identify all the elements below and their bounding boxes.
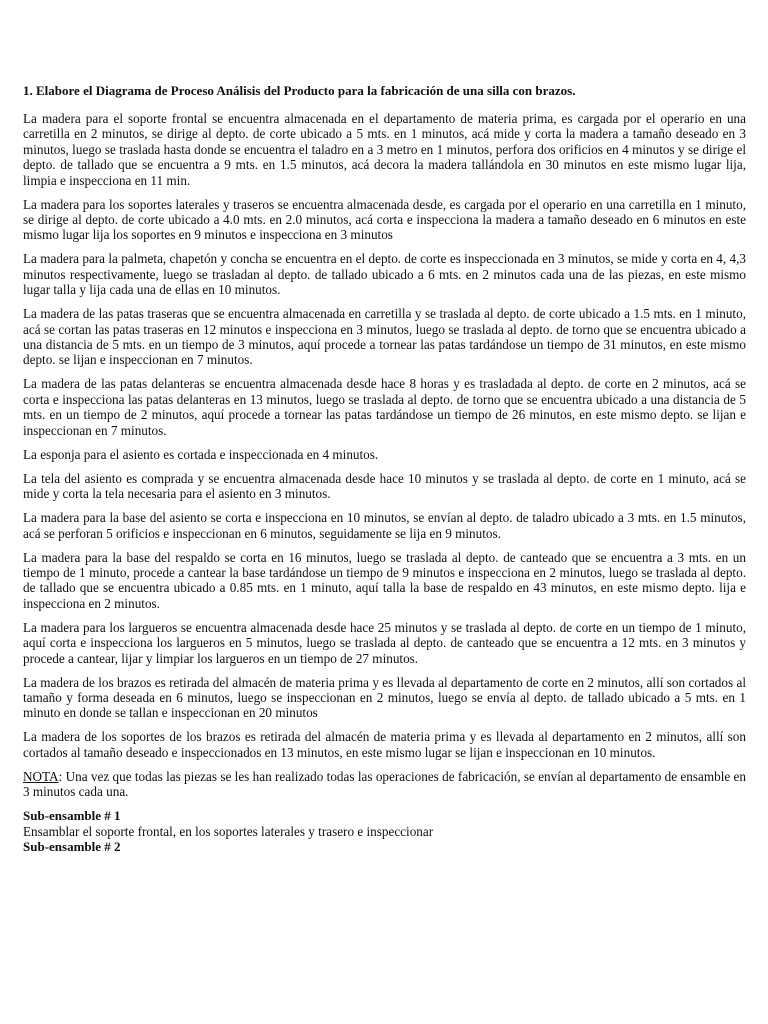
note-paragraph [23,769,746,800]
paragraph-soporte-frontal: La madera para el soporte frontal se encuentra almacenada en el departamento de materia prima, es cargada por el operario en una carretilla en 2 minutos, se dirige al depto. de corte ubicado a 5 mts. en 1 minutos, acá mide y corta la madera a tamaño deseado en 3 minutos, luego se traslada hasta donde se encuentra el taladro en a 3 metro en 1 minutos, perfora dos orificios en 4 minutos y se dirige el depto. de tallado que se encuentra a 9 mts. en 1.5 minutos, acá decora la madera tallándola en 30 minutos en este mismo lugar lija, limpia e inspecciona en 11 min. [23,111,746,188]
subassembly-1-text: Ensamblar el soporte frontal, en los soportes laterales y trasero e inspeccionar [23,823,434,839]
paragraph-soportes-brazos: La madera de los soportes de los brazos es retirada del almacén de materia prima y es llevada al departamento en 2 minutos, allí son cortados al tamaño deseado e inspeccionados en 13 minutos, en este mismo lugar se lijan e inspeccionan en 10 minutos. [23,729,746,760]
note-label: NOTA [23,768,59,784]
paragraph-largueros: La madera para los largueros se encuentra almacenada desde hace 25 minutos y se traslada al depto. de corte en un tiempo de 1 minuto, aquí corta e inspecciona los largueros en 5 minutos, luego se traslada al depto. de canteado que se encuentra a 12 mts. en 3 minutos y procede a cantear, lijar y limpiar los largueros en un tiempo de 27 minutos. [23,619,746,666]
paragraph-patas-traseras: La madera de las patas traseras que se encuentra almacenada en carretilla y se traslada al depto. de corte ubicado a 1.5 mts. en 1 minuto, acá se cortan las patas traseras en 12 minutos e inspecciona en 3 minutos, luego se traslada al depto. de torno que se encuentra ubicado a una distancia de 5 mts. en un tiempo de 3 minutos, aquí procede a tornear las patas tardándose un tiempo de 31 minutos, en este mismo depto. se lijan e inspeccionan en 7 minutos. [23,306,746,368]
document-title: 1. Elabore el Diagrama de Proceso Análisis del Producto para la fabricación de una silla con brazos. [23,83,576,98]
paragraph-base-respaldo: La madera para la base del respaldo se corta en 16 minutos, luego se traslada al depto. de canteado que se encuentra a 3 mts. en un tiempo de 1 minuto, procede a cantear la base tardándose un tiempo de 9 minutos e inspecciona en 2 minutos, luego se traslada al depto. de tallado que se encuentra ubicado a 0.85 mts. en 1 minuto, aquí talla la base de respaldo en 43 minutos, en este mismo depto. lija e inspecciona en 2 minutos. [23,549,746,611]
note-text: : Una vez que todas las piezas se les han realizado todas las operaciones de fabricación, se envían al departamento de ensamble en 3 minutos cada una. [23,768,746,800]
paragraph-brazos: La madera de los brazos es retirada del almacén de materia prima y es llevada al departamento de corte en 2 minutos, allí son cortados al tamaño y forma deseada en 6 minutos, luego se inspeccionan en 2 minutos, luego se envía al depto. de tallado ubicado a 5 mts. en 1 minuto en donde se tallan e inspeccionan en 20 minutos [23,674,746,721]
paragraph-tela: La tela del asiento es comprada y se encuentra almacenada desde hace 10 minutos y se traslada al depto. de corte en 1 minuto, acá se mide y corta la tela necesaria para el asiento en 3 minutos. [23,470,746,502]
subassembly-1-title: Sub-ensamble # 1 [23,808,121,824]
paragraph-esponja: La esponja para el asiento es cortada e inspeccionada en 4 minutos. [23,446,379,462]
paragraph-soportes-laterales: La madera para los soportes laterales y traseros se encuentra almacenada desde, es cargada por el operario en una carretilla en 1 minuto, se dirige al depto. de corte ubicado a 4.0 mts. en 2.0 minutos, acá corta e inspecciona la madera a tamaño deseado en 6 minutos en este mismo lugar lija los soportes en 9 minutos e inspecciona en 3 minutos [23,196,746,243]
paragraph-base-asiento: La madera para la base del asiento se corta e inspecciona en 10 minutos, se envían al depto. de taladro ubicado a 3 mts. en 1.5 minutos, acá se perforan 5 orificios e inspeccionan en 6 minutos, seguidamente se lija en 9 minutos. [23,510,746,541]
paragraph-palmeta: La madera para la palmeta, chapetón y concha se encuentra en el depto. de corte es inspeccionada en 3 minutos, se mide y corta en 4, 4,3 minutos respectivamente, luego se trasladan al depto. de tallado ubicado a 6 mts. en 2 minutos cada una de las piezas, en este mismo lugar talla y lija cada una de ellas en 10 minutos. [23,251,746,298]
subassembly-2-title: Sub-ensamble # 2 [23,838,121,854]
paragraph-patas-delanteras: La madera de las patas delanteras se encuentra almacenada desde hace 8 horas y es trasladada al depto. de corte en 2 minutos, acá se corta e inspecciona las patas delanteras en 13 minutos, luego se traslada al depto. de torno que se encuentra ubicado a una distancia de 5 mts. en un tiempo de 2 minutos, aquí procede a tornear las patas tardándose un tiempo de 26 minutos, en este mismo depto. se lijan e inspeccionan en 7 minutos. [23,376,746,438]
